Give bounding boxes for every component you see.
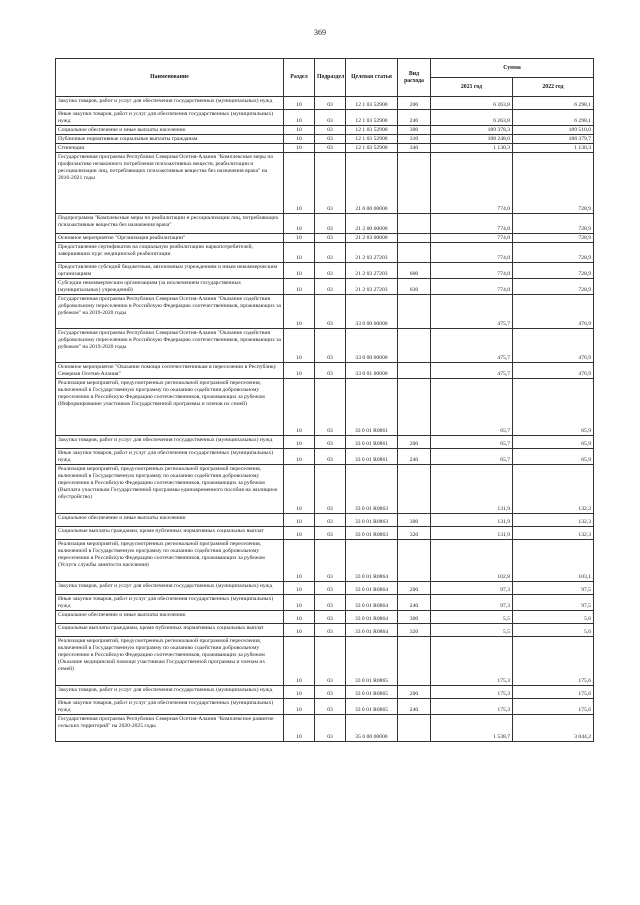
row-target-article: 33 0 01 R0864 bbox=[346, 540, 398, 582]
row-sum-2021: 1 130,3 bbox=[431, 144, 513, 153]
row-expense-kind bbox=[398, 715, 431, 742]
row-sum-2022: 728,9 bbox=[513, 279, 594, 295]
row-sum-2022: 65,9 bbox=[513, 436, 594, 449]
row-section: 10 bbox=[284, 540, 315, 582]
table-row bbox=[56, 449, 594, 465]
table-row bbox=[56, 126, 594, 135]
row-sum-2021: 774,0 bbox=[431, 263, 513, 279]
row-subsection: 03 bbox=[315, 379, 346, 436]
row-expense-kind bbox=[398, 153, 431, 214]
row-name: Публичные нормативные социальные выплаты гражданам bbox=[56, 135, 284, 144]
row-target-article: 33 0 01 R0865 bbox=[346, 686, 398, 699]
row-name: Государственная программа Республики Северная Осетия-Алания "Комплексное развитие сельских территорий" на 2020-2025 годы bbox=[56, 715, 284, 742]
row-expense-kind: 200 bbox=[398, 436, 431, 449]
row-sum-2022: 476,9 bbox=[513, 329, 594, 363]
row-sum-2022: 65,9 bbox=[513, 449, 594, 465]
row-subsection: 03 bbox=[315, 436, 346, 449]
row-section: 10 bbox=[284, 624, 315, 637]
row-sum-2022: 175,6 bbox=[513, 686, 594, 699]
row-sum-2021: 6 263,8 bbox=[431, 110, 513, 126]
row-subsection: 03 bbox=[315, 715, 346, 742]
row-sum-2021: 188 248,0 bbox=[431, 135, 513, 144]
row-section: 10 bbox=[284, 595, 315, 611]
row-target-article: 21 2 00 00000 bbox=[346, 214, 398, 234]
header-kind: Вид расхода bbox=[398, 59, 431, 97]
row-sum-2021: 5,5 bbox=[431, 611, 513, 624]
row-subsection: 03 bbox=[315, 153, 346, 214]
row-sum-2022: 189 510,0 bbox=[513, 126, 594, 135]
row-name: Реализация мероприятий, предусмотренных региональной программой переселения, включенной в Государственную программу по оказанию содействия добровольному переселению в Российскую Федерацию соотечественников, проживающих за рубежом (Услуги службы занятости населения) bbox=[56, 540, 284, 582]
row-sum-2021: 102,8 bbox=[431, 540, 513, 582]
row-name: Закупка товаров, работ и услуг для обеспечения государственных (муниципальных) нужд bbox=[56, 97, 284, 110]
row-subsection: 03 bbox=[315, 135, 346, 144]
row-sum-2021: 774,0 bbox=[431, 214, 513, 234]
row-sum-2021: 6 263,8 bbox=[431, 97, 513, 110]
row-sum-2021: 65,7 bbox=[431, 436, 513, 449]
row-name: Предоставление сертификатов на социальную реабилитацию наркопотребителей, завершивших курс медицинской реабилитации bbox=[56, 243, 284, 263]
row-name: Социальные выплаты гражданам, кроме публичных нормативных социальных выплат bbox=[56, 624, 284, 637]
row-name: Закупка товаров, работ и услуг для обеспечения государственных (муниципальных) нужд bbox=[56, 582, 284, 595]
table-row bbox=[56, 214, 594, 234]
row-section: 10 bbox=[284, 295, 315, 329]
row-name: Социальные выплаты гражданам, кроме публичных нормативных социальных выплат bbox=[56, 527, 284, 540]
table-row bbox=[56, 279, 594, 295]
row-expense-kind: 240 bbox=[398, 699, 431, 715]
row-target-article: 12 1 03 52900 bbox=[346, 126, 398, 135]
row-section: 10 bbox=[284, 263, 315, 279]
row-target-article: 33 0 00 00000 bbox=[346, 329, 398, 363]
row-sum-2022: 132,3 bbox=[513, 465, 594, 514]
table-row bbox=[56, 699, 594, 715]
row-subsection: 03 bbox=[315, 637, 346, 686]
budget-table bbox=[55, 58, 594, 742]
row-subsection: 03 bbox=[315, 243, 346, 263]
row-expense-kind bbox=[398, 295, 431, 329]
row-subsection: 03 bbox=[315, 595, 346, 611]
row-sum-2021: 131,9 bbox=[431, 514, 513, 527]
row-name: Иные закупки товаров, работ и услуг для обеспечения государственных (муниципальных) нужд bbox=[56, 595, 284, 611]
row-target-article: 33 0 01 R0863 bbox=[346, 514, 398, 527]
row-target-article: 21 0 00 00000 bbox=[346, 153, 398, 214]
row-subsection: 03 bbox=[315, 611, 346, 624]
row-section: 10 bbox=[284, 234, 315, 243]
row-name: Реализация мероприятий, предусмотренных региональной программой переселения, включенной в Государственную программу по оказанию содействия добровольному переселению в Российскую Федерацию соотечественников, проживающих за рубежом (Оказание медицинской помощи участникам Государственной программы и членам их семей) bbox=[56, 637, 284, 686]
row-subsection: 03 bbox=[315, 329, 346, 363]
row-section: 10 bbox=[284, 436, 315, 449]
row-sum-2022: 728,9 bbox=[513, 153, 594, 214]
row-sum-2021: 475,7 bbox=[431, 329, 513, 363]
header-target: Целевая статья bbox=[346, 59, 398, 97]
row-sum-2021: 175,3 bbox=[431, 686, 513, 699]
row-section: 10 bbox=[284, 527, 315, 540]
row-sum-2022: 728,9 bbox=[513, 263, 594, 279]
row-subsection: 03 bbox=[315, 686, 346, 699]
row-name: Основное мероприятие "Организация реабилитации" bbox=[56, 234, 284, 243]
row-section: 10 bbox=[284, 514, 315, 527]
row-sum-2022: 5,6 bbox=[513, 611, 594, 624]
row-sum-2021: 175,3 bbox=[431, 637, 513, 686]
row-section: 10 bbox=[284, 279, 315, 295]
row-name: Реализация мероприятий, предусмотренных региональной программой переселения, включенной в Государственную программу по оказанию содействия добровольному переселению в Российскую Федерацию соотечественников, проживающих за рубежом (Выплата участникам Государственной программы единовременного пособия на жилищное обустройство) bbox=[56, 465, 284, 514]
row-sum-2021: 65,7 bbox=[431, 449, 513, 465]
table-row bbox=[56, 144, 594, 153]
row-name: Иные закупки товаров, работ и услуг для обеспечения государственных (муниципальных) нужд bbox=[56, 449, 284, 465]
row-sum-2021: 189 378,3 bbox=[431, 126, 513, 135]
row-expense-kind bbox=[398, 214, 431, 234]
row-target-article: 12 1 03 52900 bbox=[346, 135, 398, 144]
row-target-article: 33 0 00 00000 bbox=[346, 295, 398, 329]
row-sum-2022: 728,9 bbox=[513, 243, 594, 263]
row-section: 10 bbox=[284, 637, 315, 686]
row-section: 10 bbox=[284, 243, 315, 263]
row-target-article: 21 2 03 27203 bbox=[346, 243, 398, 263]
row-name: Социальное обеспечение и иные выплаты населению bbox=[56, 126, 284, 135]
row-target-article: 33 0 01 R0864 bbox=[346, 582, 398, 595]
row-sum-2021: 475,7 bbox=[431, 295, 513, 329]
row-sum-2021: 97,3 bbox=[431, 582, 513, 595]
row-expense-kind: 300 bbox=[398, 126, 431, 135]
row-sum-2022: 728,9 bbox=[513, 234, 594, 243]
row-sum-2021: 175,3 bbox=[431, 699, 513, 715]
table-row bbox=[56, 637, 594, 686]
row-name: Реализация мероприятий, предусмотренных региональной программой переселения, включенной в Государственную программу по оказанию содействия добровольному переселению в Российскую Федерацию соотечественников, проживающих за рубежом (Информирование участников Государственной программы и членов их семей) bbox=[56, 379, 284, 436]
header-section: Раздел bbox=[284, 59, 315, 97]
row-section: 10 bbox=[284, 465, 315, 514]
row-subsection: 03 bbox=[315, 110, 346, 126]
row-target-article: 33 0 01 R0861 bbox=[346, 379, 398, 436]
table-row bbox=[56, 465, 594, 514]
row-sum-2022: 3 044,2 bbox=[513, 715, 594, 742]
header-subsection: Подраздел bbox=[315, 59, 346, 97]
row-sum-2021: 475,7 bbox=[431, 363, 513, 379]
row-subsection: 03 bbox=[315, 214, 346, 234]
row-sum-2022: 1 130,3 bbox=[513, 144, 594, 153]
row-name: Социальное обеспечение и иные выплаты населению bbox=[56, 611, 284, 624]
table-row bbox=[56, 527, 594, 540]
row-expense-kind: 200 bbox=[398, 686, 431, 699]
row-expense-kind: 240 bbox=[398, 449, 431, 465]
table-row bbox=[56, 110, 594, 126]
row-name: Закупка товаров, работ и услуг для обеспечения государственных (муниципальных) нужд bbox=[56, 686, 284, 699]
row-name: Основное мероприятие "Оказание помощи соотечественникам в переселении в Республику Северная Осетия-Алания" bbox=[56, 363, 284, 379]
row-expense-kind: 200 bbox=[398, 582, 431, 595]
row-section: 10 bbox=[284, 363, 315, 379]
row-sum-2022: 5,6 bbox=[513, 624, 594, 637]
row-sum-2021: 774,0 bbox=[431, 243, 513, 263]
row-expense-kind: 200 bbox=[398, 97, 431, 110]
row-sum-2021: 131,9 bbox=[431, 465, 513, 514]
row-sum-2022: 65,9 bbox=[513, 379, 594, 436]
row-target-article: 33 0 01 R0863 bbox=[346, 527, 398, 540]
table-row bbox=[56, 295, 594, 329]
row-expense-kind: 630 bbox=[398, 279, 431, 295]
row-section: 10 bbox=[284, 110, 315, 126]
header-year-2021: 2021 год bbox=[431, 78, 513, 97]
table-row bbox=[56, 686, 594, 699]
row-expense-kind bbox=[398, 243, 431, 263]
table-row bbox=[56, 624, 594, 637]
row-section: 10 bbox=[284, 449, 315, 465]
row-target-article: 21 2 03 00000 bbox=[346, 234, 398, 243]
row-name: Государственная программа Республики Северная Осетия-Алания "Комплексные меры по профилактике незаконного потребления психоактивных веществ, реабилитации и ресоциализации лиц, потребляющих психоактивные вещества без назначения врача" на 2016-2021 годы bbox=[56, 153, 284, 214]
row-sum-2021: 97,3 bbox=[431, 595, 513, 611]
row-name: Государственная программа Республики Северная Осетия-Алания "Оказание содействия добровольному переселению в Российскую Федерацию соотечественников, проживающих за рубежом" на 2019-2020 годы bbox=[56, 329, 284, 363]
header-name: Наименование bbox=[56, 59, 284, 97]
row-sum-2021: 5,5 bbox=[431, 624, 513, 637]
row-expense-kind bbox=[398, 465, 431, 514]
row-target-article: 33 0 01 R0865 bbox=[346, 699, 398, 715]
row-section: 10 bbox=[284, 686, 315, 699]
table-row bbox=[56, 234, 594, 243]
row-name: Иные закупки товаров, работ и услуг для обеспечения государственных (муниципальных) нужд bbox=[56, 110, 284, 126]
row-subsection: 03 bbox=[315, 279, 346, 295]
row-expense-kind: 320 bbox=[398, 624, 431, 637]
row-subsection: 03 bbox=[315, 465, 346, 514]
row-subsection: 03 bbox=[315, 699, 346, 715]
row-expense-kind: 340 bbox=[398, 144, 431, 153]
table-row bbox=[56, 514, 594, 527]
row-expense-kind bbox=[398, 540, 431, 582]
row-target-article: 12 1 03 52900 bbox=[346, 97, 398, 110]
row-sum-2022: 97,5 bbox=[513, 595, 594, 611]
table-row bbox=[56, 379, 594, 436]
row-expense-kind bbox=[398, 363, 431, 379]
table-row bbox=[56, 540, 594, 582]
row-target-article: 33 0 01 R0864 bbox=[346, 611, 398, 624]
row-target-article: 33 0 01 R0864 bbox=[346, 624, 398, 637]
row-expense-kind: 240 bbox=[398, 110, 431, 126]
row-subsection: 03 bbox=[315, 624, 346, 637]
row-sum-2022: 476,9 bbox=[513, 295, 594, 329]
row-section: 10 bbox=[284, 153, 315, 214]
row-subsection: 03 bbox=[315, 540, 346, 582]
row-subsection: 03 bbox=[315, 527, 346, 540]
row-sum-2021: 1 538,7 bbox=[431, 715, 513, 742]
table-row bbox=[56, 329, 594, 363]
row-target-article: 33 0 01 R0863 bbox=[346, 465, 398, 514]
row-subsection: 03 bbox=[315, 144, 346, 153]
row-target-article: 33 0 01 R0861 bbox=[346, 449, 398, 465]
row-section: 10 bbox=[284, 126, 315, 135]
row-section: 10 bbox=[284, 329, 315, 363]
row-sum-2022: 476,9 bbox=[513, 363, 594, 379]
table-row bbox=[56, 436, 594, 449]
row-sum-2021: 774,0 bbox=[431, 279, 513, 295]
table-row bbox=[56, 153, 594, 214]
table-row bbox=[56, 595, 594, 611]
row-expense-kind: 240 bbox=[398, 595, 431, 611]
row-expense-kind: 300 bbox=[398, 611, 431, 624]
header-year-2022: 2022 год bbox=[513, 78, 594, 97]
row-expense-kind: 310 bbox=[398, 135, 431, 144]
row-target-article: 33 0 01 R0864 bbox=[346, 595, 398, 611]
header-sum: Сумма bbox=[431, 59, 594, 78]
row-sum-2022: 6 298,1 bbox=[513, 97, 594, 110]
row-expense-kind bbox=[398, 637, 431, 686]
row-section: 10 bbox=[284, 97, 315, 110]
row-sum-2022: 132,3 bbox=[513, 514, 594, 527]
row-sum-2022: 103,1 bbox=[513, 540, 594, 582]
row-subsection: 03 bbox=[315, 295, 346, 329]
table-row bbox=[56, 363, 594, 379]
row-sum-2022: 728,9 bbox=[513, 214, 594, 234]
row-name: Предоставление субсидий бюджетным, автономным учреждениям и иным некоммерческим организациям bbox=[56, 263, 284, 279]
row-subsection: 03 bbox=[315, 263, 346, 279]
row-section: 10 bbox=[284, 715, 315, 742]
table-row bbox=[56, 97, 594, 110]
row-subsection: 03 bbox=[315, 514, 346, 527]
table-row bbox=[56, 611, 594, 624]
row-section: 10 bbox=[284, 135, 315, 144]
row-target-article: 33 0 01 R0865 bbox=[346, 637, 398, 686]
row-section: 10 bbox=[284, 214, 315, 234]
row-sum-2021: 774,0 bbox=[431, 153, 513, 214]
row-name: Субсидии некоммерческим организациям (за исключением государственных (муниципальных) учреждений) bbox=[56, 279, 284, 295]
row-subsection: 03 bbox=[315, 97, 346, 110]
table-row bbox=[56, 263, 594, 279]
table-row bbox=[56, 243, 594, 263]
row-target-article: 35 0 00 00000 bbox=[346, 715, 398, 742]
table-row bbox=[56, 135, 594, 144]
row-sum-2022: 97,5 bbox=[513, 582, 594, 595]
row-name: Подпрограмма "Комплексные меры по реабилитации и ресоциализации лиц, потребляющих психоактивные вещества без назначения врача" bbox=[56, 214, 284, 234]
row-name: Государственная программа Республики Северная Осетия-Алания "Оказание содействия добровольному переселению в Российскую Федерацию соотечественников, проживающих за рубежом" на 2019-2020 годы bbox=[56, 295, 284, 329]
row-section: 10 bbox=[284, 379, 315, 436]
row-expense-kind: 300 bbox=[398, 514, 431, 527]
row-name: Закупка товаров, работ и услуг для обеспечения государственных (муниципальных) нужд bbox=[56, 436, 284, 449]
page-number: 369 bbox=[314, 28, 326, 37]
row-sum-2022: 175,6 bbox=[513, 637, 594, 686]
row-sum-2021: 65,7 bbox=[431, 379, 513, 436]
row-target-article: 33 0 01 R0861 bbox=[346, 436, 398, 449]
row-name: Социальное обеспечение и иные выплаты населению bbox=[56, 514, 284, 527]
row-expense-kind bbox=[398, 329, 431, 363]
row-expense-kind: 320 bbox=[398, 527, 431, 540]
table-row bbox=[56, 582, 594, 595]
row-subsection: 03 bbox=[315, 126, 346, 135]
row-section: 10 bbox=[284, 582, 315, 595]
table-row bbox=[56, 715, 594, 742]
row-expense-kind bbox=[398, 379, 431, 436]
row-subsection: 03 bbox=[315, 582, 346, 595]
row-expense-kind bbox=[398, 234, 431, 243]
row-section: 10 bbox=[284, 699, 315, 715]
row-subsection: 03 bbox=[315, 234, 346, 243]
row-target-article: 33 0 01 00000 bbox=[346, 363, 398, 379]
row-sum-2021: 131,9 bbox=[431, 527, 513, 540]
row-subsection: 03 bbox=[315, 449, 346, 465]
row-target-article: 12 1 03 52900 bbox=[346, 110, 398, 126]
row-sum-2022: 188 379,7 bbox=[513, 135, 594, 144]
row-section: 10 bbox=[284, 611, 315, 624]
row-sum-2021: 774,0 bbox=[431, 234, 513, 243]
row-sum-2022: 175,6 bbox=[513, 699, 594, 715]
row-name: Иные закупки товаров, работ и услуг для обеспечения государственных (муниципальных) нужд bbox=[56, 699, 284, 715]
row-target-article: 21 2 03 27203 bbox=[346, 263, 398, 279]
row-name: Стипендии bbox=[56, 144, 284, 153]
row-section: 10 bbox=[284, 144, 315, 153]
row-sum-2022: 132,3 bbox=[513, 527, 594, 540]
row-target-article: 21 2 03 27203 bbox=[346, 279, 398, 295]
table-body bbox=[56, 97, 594, 742]
row-target-article: 12 1 03 52900 bbox=[346, 144, 398, 153]
row-expense-kind: 600 bbox=[398, 263, 431, 279]
row-sum-2022: 6 298,1 bbox=[513, 110, 594, 126]
row-subsection: 03 bbox=[315, 363, 346, 379]
